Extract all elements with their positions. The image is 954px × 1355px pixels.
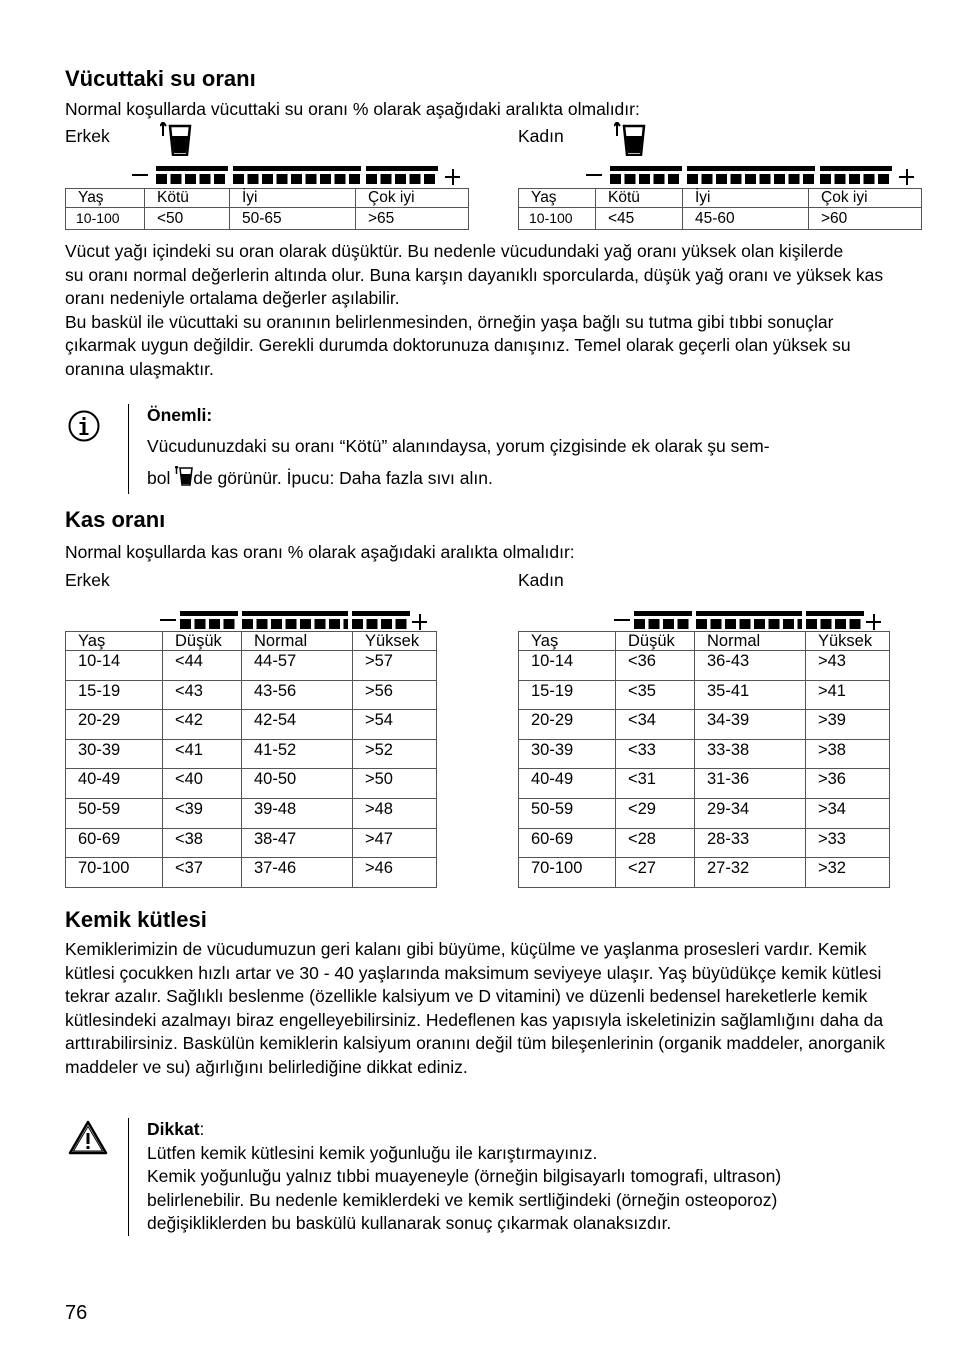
page-number: 76 bbox=[65, 1302, 88, 1324]
table-header: Yaş bbox=[66, 632, 163, 651]
table-cell: 40-49 bbox=[519, 769, 616, 799]
table-cell: >47 bbox=[353, 828, 437, 858]
table-cell: 30-39 bbox=[519, 739, 616, 769]
bone-note bbox=[128, 1118, 867, 1236]
table-cell: 40-49 bbox=[66, 769, 163, 799]
table-cell: >56 bbox=[353, 680, 437, 710]
table-row bbox=[519, 739, 890, 769]
table-cell: 70-100 bbox=[66, 858, 163, 888]
table-cell: 50-59 bbox=[519, 798, 616, 828]
table-row bbox=[66, 828, 437, 858]
table-cell: <38 bbox=[163, 828, 242, 858]
table-header: Kötü bbox=[145, 189, 230, 208]
table-cell: >54 bbox=[353, 710, 437, 740]
water-female-scale bbox=[586, 166, 916, 186]
table-header: Yaş bbox=[66, 189, 145, 208]
note-line2 bbox=[147, 466, 770, 492]
table-header: İyi bbox=[683, 189, 809, 208]
table-cell: 38-47 bbox=[242, 828, 353, 858]
note-title: Dikkat bbox=[147, 1119, 200, 1139]
table-row bbox=[519, 710, 890, 740]
table-cell: <43 bbox=[163, 680, 242, 710]
water-male-scale bbox=[132, 166, 462, 186]
table-cell: <31 bbox=[616, 769, 695, 799]
table-cell: >32 bbox=[806, 858, 890, 888]
table-header: Kötü bbox=[596, 189, 683, 208]
note-line1: Vücudunuzdaki su oranı “Kötü” alanındaysa, yorum çizgisinde ek olarak şu sem- bbox=[147, 436, 770, 456]
table-cell: >36 bbox=[806, 769, 890, 799]
water-note bbox=[128, 404, 770, 494]
table-cell: 29-34 bbox=[695, 798, 806, 828]
table-cell: <40 bbox=[163, 769, 242, 799]
table-cell: >33 bbox=[806, 828, 890, 858]
table-cell: 10-100 bbox=[66, 208, 145, 230]
table-header: Düşük bbox=[163, 632, 242, 651]
water-female-label: Kadın bbox=[518, 126, 564, 146]
table-cell: >50 bbox=[353, 769, 437, 799]
water-body-p1: Vücut yağı içindeki su oran olarak düşüktür. Bu nedenle vücudundaki yağ oranı yüksek olan kişilerde bbox=[65, 241, 844, 261]
note-line2-end: de görünür. İpucu: Daha fazla sıvı alın. bbox=[193, 468, 493, 488]
table-row bbox=[519, 680, 890, 710]
water-female-table bbox=[518, 188, 922, 230]
note-line2-start: bol bbox=[147, 468, 171, 488]
table-row bbox=[66, 739, 437, 769]
water-male-table bbox=[65, 188, 469, 230]
table-cell: >39 bbox=[806, 710, 890, 740]
table-row bbox=[66, 798, 437, 828]
table-cell: 36-43 bbox=[695, 651, 806, 681]
table-cell: 30-39 bbox=[66, 739, 163, 769]
table-cell: 20-29 bbox=[519, 710, 616, 740]
muscle-female-scale bbox=[614, 611, 884, 631]
table-cell: <44 bbox=[163, 651, 242, 681]
water-body-p2: su oranı normal değerlerin altında olur. Buna karşın dayanıklı sporcularda, düşük yağ oranı ve yüksek kas oranı nedeniyle ortalama değerler aşılabilir. bbox=[65, 264, 884, 308]
table-cell: <36 bbox=[616, 651, 695, 681]
warning-icon bbox=[68, 1120, 108, 1161]
table-header: Çok iyi bbox=[356, 189, 469, 208]
table-cell: 28-33 bbox=[695, 828, 806, 858]
table-cell: <29 bbox=[616, 798, 695, 828]
table-header: Normal bbox=[242, 632, 353, 651]
table-header: Yüksek bbox=[806, 632, 890, 651]
water-heading: Vücuttaki su oranı bbox=[65, 66, 256, 91]
table-cell: <33 bbox=[616, 739, 695, 769]
table-header: Düşük bbox=[616, 632, 695, 651]
note-line1: Lütfen kemik kütlesini kemik yoğunluğu ile karıştırmayınız. bbox=[147, 1142, 598, 1163]
table-cell: >60 bbox=[809, 208, 922, 230]
table-cell: >48 bbox=[353, 798, 437, 828]
table-cell: >57 bbox=[353, 651, 437, 681]
table-cell: >41 bbox=[806, 680, 890, 710]
water-glass-icon bbox=[160, 122, 192, 161]
table-cell: <41 bbox=[163, 739, 242, 769]
table-row bbox=[519, 858, 890, 888]
muscle-intro: Normal koşullarda kas oranı % olarak aşağıdaki aralıkta olmalıdır: bbox=[65, 542, 575, 562]
table-cell: 60-69 bbox=[66, 828, 163, 858]
table-cell: 50-65 bbox=[230, 208, 356, 230]
water-male-label: Erkek bbox=[65, 126, 110, 146]
info-icon bbox=[68, 410, 100, 447]
table-cell: 10-14 bbox=[519, 651, 616, 681]
table-cell: 45-60 bbox=[683, 208, 809, 230]
table-cell: >46 bbox=[353, 858, 437, 888]
table-row bbox=[519, 798, 890, 828]
table-row bbox=[66, 858, 437, 888]
table-row bbox=[66, 680, 437, 710]
muscle-male-table bbox=[65, 631, 437, 888]
table-cell: 20-29 bbox=[66, 710, 163, 740]
table-cell: 33-38 bbox=[695, 739, 806, 769]
table-cell: 35-41 bbox=[695, 680, 806, 710]
table-header: Çok iyi bbox=[809, 189, 922, 208]
water-glass-icon bbox=[614, 122, 646, 161]
table-cell: 41-52 bbox=[242, 739, 353, 769]
table-header: Yüksek bbox=[353, 632, 437, 651]
muscle-male-scale bbox=[160, 611, 430, 631]
table-cell: 27-32 bbox=[695, 858, 806, 888]
table-cell: 40-50 bbox=[242, 769, 353, 799]
table-cell: >52 bbox=[353, 739, 437, 769]
table-cell: 70-100 bbox=[519, 858, 616, 888]
table-row bbox=[519, 828, 890, 858]
table-cell: 10-14 bbox=[66, 651, 163, 681]
table-cell: 43-56 bbox=[242, 680, 353, 710]
table-cell: 50-59 bbox=[66, 798, 163, 828]
table-cell: 37-46 bbox=[242, 858, 353, 888]
table-cell: <42 bbox=[163, 710, 242, 740]
table-cell: 42-54 bbox=[242, 710, 353, 740]
table-cell: <39 bbox=[163, 798, 242, 828]
table-row bbox=[66, 651, 437, 681]
table-cell: >34 bbox=[806, 798, 890, 828]
muscle-female-table bbox=[518, 631, 890, 888]
water-glass-icon bbox=[175, 466, 193, 492]
table-cell: 60-69 bbox=[519, 828, 616, 858]
table-row bbox=[66, 710, 437, 740]
water-body bbox=[65, 240, 891, 381]
note-title-suffix: : bbox=[199, 1119, 205, 1139]
table-cell: >65 bbox=[356, 208, 469, 230]
table-row bbox=[66, 769, 437, 799]
table-row bbox=[519, 651, 890, 681]
table-cell: <35 bbox=[616, 680, 695, 710]
table-cell: 44-57 bbox=[242, 651, 353, 681]
note-title-line bbox=[147, 1118, 867, 1142]
table-cell: <50 bbox=[145, 208, 230, 230]
note-line2: Kemik yoğunluğu yalnız tıbbi muayeneyle (örneğin bilgisayarlı tomografi, ultrason) belirlenebilir. Bu nedenle kemiklerdeki ve kemik sertliğindeki (örneğin osteoporoz) değişikliklerden bu baskülü kullanarak sonuç çıkarmak olanaksızdır. bbox=[147, 1166, 782, 1233]
table-cell: <45 bbox=[596, 208, 683, 230]
table-cell: >38 bbox=[806, 739, 890, 769]
table-cell: 15-19 bbox=[519, 680, 616, 710]
table-row bbox=[519, 769, 890, 799]
table-cell: <34 bbox=[616, 710, 695, 740]
table-header: Normal bbox=[695, 632, 806, 651]
bone-body: Kemiklerimizin de vücudumuzun geri kalanı gibi büyüme, küçülme ve yaşlanma prosesleri vardır. Kemik kütlesi çocukken hızlı artar ve 30 - 40 yaşlarında maksimum seviyeye ulaşır. Yaş büyüdükçe kemik kütlesi tekrar azalır. Sağlıklı beslenme (özellikle kalsiyum ve D vitamini) ve düzenli bedensel hareketlerle kemik kütlesindeki azalmayı biraz engelleyebilirsiniz. Hedeflenen kas yapısıyla iskeletinizin sağlamlığını daha da arttırabilirsiniz. Baskülün kemiklerin kalsiyum oranını değil tüm bileşenlerinin (organik maddeler, anorganik maddeler ve su) ağırlığını belirlediğine dikkat ediniz. bbox=[65, 939, 885, 1077]
table-cell: 10-100 bbox=[519, 208, 596, 230]
water-body-p3: Bu baskül ile vücuttaki su oranının belirlenmesinden, örneğin yaşa bağlı su tutma gibi tıbbi sonuçlar çıkarmak uygun değildir. Gerekli durumda doktorunuza danışınız. Temel olarak geçerli olan yüksek su oranına ulaşmaktır. bbox=[65, 311, 851, 379]
note-title: Önemli: bbox=[147, 405, 213, 425]
muscle-heading: Kas oranı bbox=[65, 507, 166, 532]
table-cell: 39-48 bbox=[242, 798, 353, 828]
water-intro: Normal koşullarda vücuttaki su oranı % olarak aşağıdaki aralıkta olmalıdır: bbox=[65, 99, 640, 119]
table-header: Yaş bbox=[519, 189, 596, 208]
muscle-female-label: Kadın bbox=[518, 570, 564, 590]
table-cell: >43 bbox=[806, 651, 890, 681]
table-cell: <27 bbox=[616, 858, 695, 888]
table-header: Yaş bbox=[519, 632, 616, 651]
table-header: İyi bbox=[230, 189, 356, 208]
bone-heading: Kemik kütlesi bbox=[65, 907, 207, 932]
table-cell: 34-39 bbox=[695, 710, 806, 740]
table-cell: <28 bbox=[616, 828, 695, 858]
muscle-male-label: Erkek bbox=[65, 570, 110, 590]
table-cell: 31-36 bbox=[695, 769, 806, 799]
table-cell: <37 bbox=[163, 858, 242, 888]
table-cell: 15-19 bbox=[66, 680, 163, 710]
